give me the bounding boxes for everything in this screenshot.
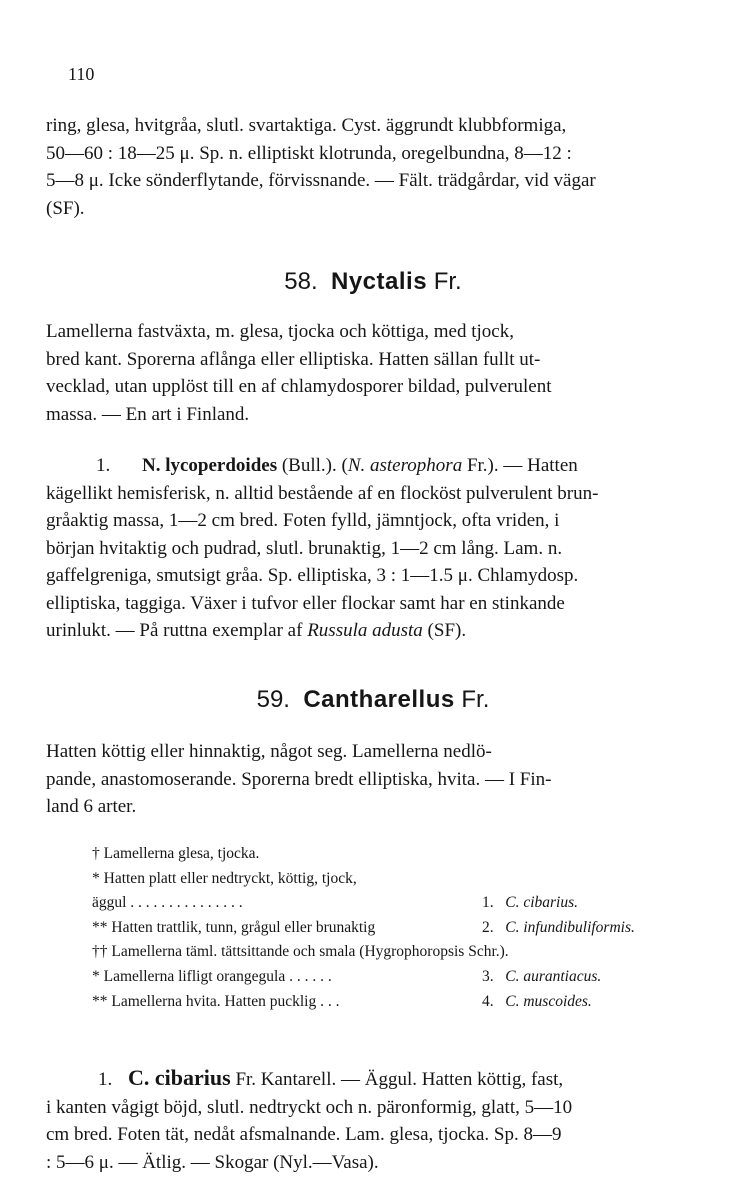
text-line: (SF). [46, 197, 85, 219]
text-line: Lamellerna fastväxta, m. glesa, tjocka och köttiga, med tjock, [46, 321, 514, 342]
species-cantharellus-cibarius [46, 1064, 714, 1176]
key-line [92, 891, 579, 916]
key-number: 3. [482, 967, 494, 985]
text-line: : 5—6 μ. — Ätlig. — Skogar (Nyl.—Vasa). [46, 1151, 379, 1173]
genus-58-description [46, 318, 714, 428]
genus-number: 58. [284, 268, 318, 295]
key-species: C. muscoides. [505, 992, 592, 1010]
text-line: gaffelgreniga, smutsigt gråa. Sp. elliptiska, 3 : 1—1.5 μ. Chlamydosp. [46, 565, 579, 586]
key-line [92, 916, 635, 941]
text-line: vecklad, utan upplöst till en af chlamydosporer bildad, pulverulent [46, 376, 552, 397]
key-species: C. cibarius. [505, 894, 579, 912]
species-name: N. lycoperdoides [142, 455, 278, 476]
text-line: cm bred. Foten tät, nedåt afsmalnande. Lam. glesa, tjocka. Sp. 8—9 [46, 1124, 562, 1145]
key-line [92, 842, 509, 867]
species-nyctalis-lycoperdoides [46, 452, 714, 645]
key-text: ** Hatten trattlik, tunn, grågul eller brunaktig [92, 918, 376, 936]
text-line: gråaktig massa, 1—2 cm bred. Foten fylld, jämntjock, ofta vriden, i [46, 510, 560, 531]
text-line: massa. — En art i Finland. [46, 403, 250, 425]
key-line [92, 965, 602, 990]
genus-name: Nyctalis [330, 268, 428, 295]
key-text: ** Lamellerna hvita. Hatten pucklig . . . [92, 992, 340, 1010]
text-line: i kanten vågigt böjd, slutl. nedtryckt och n. päronformig, glatt, 5—10 [46, 1096, 573, 1118]
species-heading-rest: Fr.). — Hatten [462, 455, 578, 476]
species-number: 1. [98, 1069, 113, 1090]
key-number: 4. [482, 992, 494, 1010]
key-number: 2. [482, 918, 494, 936]
text-line: Hatten köttig eller hinnaktig, något seg. Lamellerna nedlö- [46, 741, 492, 762]
key-species: C. infundibuliformis. [505, 918, 635, 936]
key-text: † Lamellerna glesa, tjocka. [92, 845, 260, 862]
text-line: pande, anastomoserande. Sporerna bredt elliptiska, hvita. — I Fin- [46, 768, 552, 790]
genus-name: Cantharellus [303, 686, 455, 713]
key-text: äggul . . . . . . . . . . . . . . . [92, 894, 243, 912]
key-species: C. aurantiacus. [505, 967, 602, 985]
key-text: †† Lamellerna täml. tättsittande och smala (Hygrophoropsis Schr.). [92, 943, 509, 961]
species-author: (Bull.). ( [277, 455, 348, 476]
host-species: Russula adusta [307, 620, 423, 641]
text-line: land 6 arter. [46, 796, 137, 817]
intro-paragraph [46, 112, 714, 222]
genus-author: Fr. [433, 268, 462, 295]
key-line [92, 940, 509, 965]
genus-59-description [46, 738, 714, 821]
text-line: 5—8 μ. Icke sönderflytande, förvissnande. — Fält. trädgårdar, vid vägar [46, 170, 596, 191]
genus-heading-58 [0, 268, 746, 296]
key-number: 1. [482, 894, 494, 912]
key-line [92, 990, 592, 1015]
text-fragment: urinlukt. — På ruttna exemplar af [46, 620, 308, 641]
species-key [92, 842, 635, 1014]
page-number: 110 [68, 64, 95, 84]
text-line: ring, glesa, hvitgråa, slutl. svartaktiga. Cyst. äggrundt klubbformiga, [46, 115, 567, 136]
text-line [46, 617, 714, 645]
genus-number: 59. [256, 686, 290, 713]
species-heading-line [46, 1064, 714, 1094]
species-synonym: N. asterophora [347, 455, 463, 476]
text-line: bred kant. Sporerna aflånga eller elliptiska. Hatten sällan fullt ut- [46, 348, 541, 370]
key-text: * Lamellerna lifligt orangegula . . . . . . [92, 967, 332, 985]
text-line: elliptiska, taggiga. Växer i tufvor eller flockar samt har en stinkande [46, 592, 565, 614]
text-line: 50—60 : 18—25 μ. Sp. n. elliptiskt klotrunda, oregelbundna, 8—12 : [46, 142, 572, 164]
species-number: 1. [96, 455, 111, 476]
text-fragment: (SF). [422, 620, 467, 641]
key-text: * Hatten platt eller nedtryckt, köttig, tjock, [92, 869, 357, 887]
species-name: C. cibarius [128, 1065, 231, 1090]
genus-heading-59 [0, 686, 746, 714]
species-heading-line [46, 452, 714, 480]
genus-author: Fr. [461, 686, 490, 713]
key-line [92, 867, 509, 892]
text-line: kägellikt hemisferisk, n. alltid bestående af en flocköst pulverulent brun- [46, 482, 599, 504]
text-line: början hvitaktig och pudrad, slutl. brunaktig, 1—2 cm lång. Lam. n. [46, 537, 563, 559]
species-heading-rest: Fr. Kantarell. — Äggul. Hatten köttig, fast, [230, 1069, 564, 1090]
